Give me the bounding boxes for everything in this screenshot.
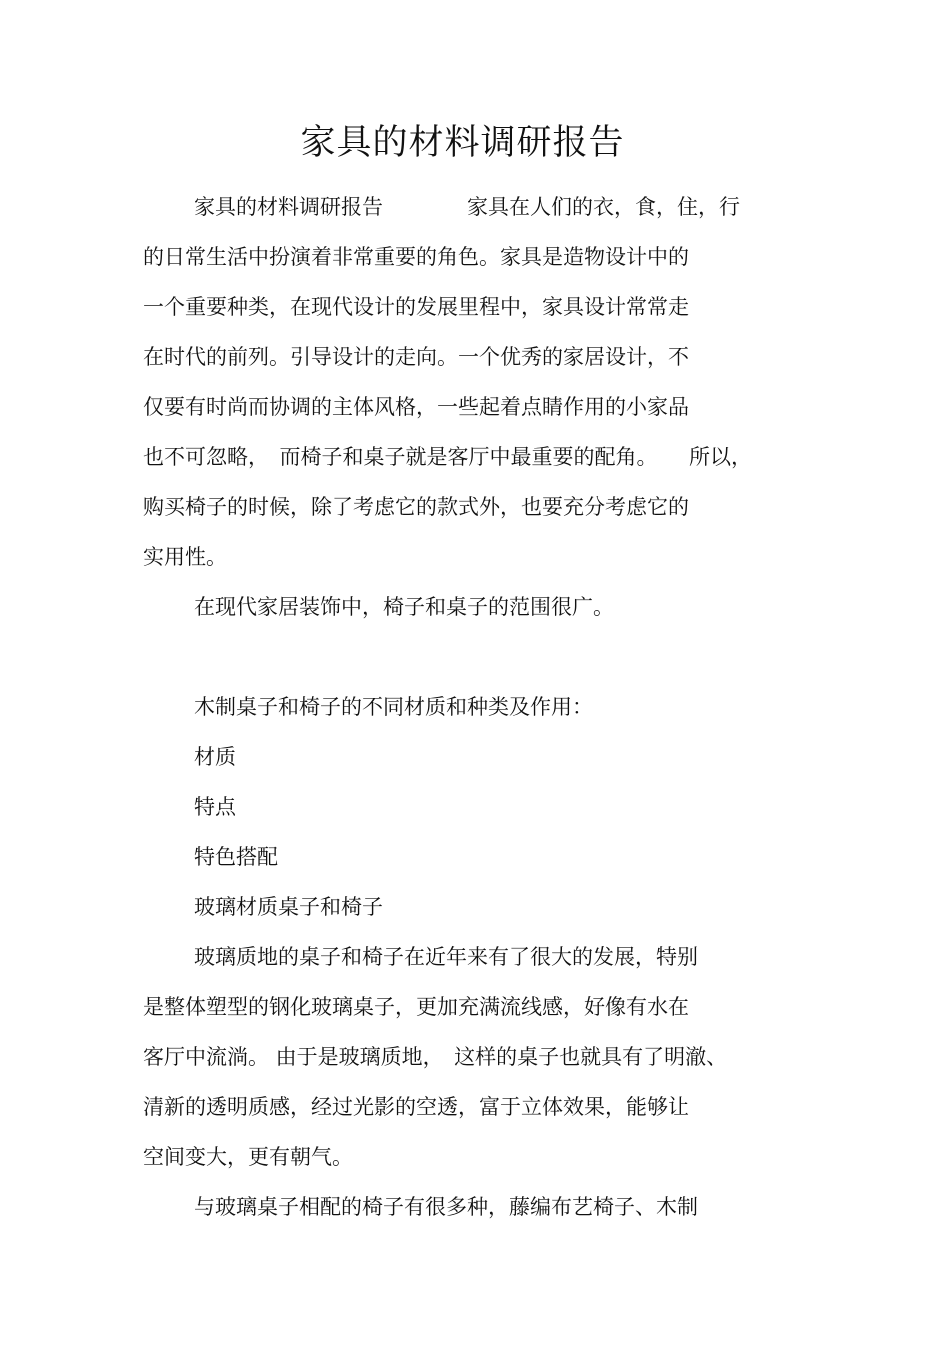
body-line-1: 家具的材料调研报告 家具在人们的衣，食，住，行 bbox=[194, 195, 740, 219]
body-line-18: 清新的透明质感，经过光影的空透，富于立体效果，能够让 bbox=[143, 1095, 689, 1119]
body-line-14: 玻璃材质桌子和椅子 bbox=[194, 895, 383, 919]
body-line-17: 客厅中流淌。 由于是玻璃质地， 这样的桌子也就具有了明澈、 bbox=[143, 1045, 728, 1069]
body-line-12: 特点 bbox=[194, 795, 236, 819]
body-line-13: 特色搭配 bbox=[194, 845, 278, 869]
body-line-6: 也不可忽略， 而椅子和桌子就是客厅中最重要的配角。 所以， bbox=[143, 445, 752, 469]
body-line-15: 玻璃质地的桌子和椅子在近年来有了很大的发展，特别 bbox=[194, 945, 698, 969]
body-line-5: 仅要有时尚而协调的主体风格，一些起着点睛作用的小家品 bbox=[143, 395, 689, 419]
body-line-19: 空间变大，更有朝气。 bbox=[143, 1145, 353, 1169]
body-line-10: 木制桌子和椅子的不同材质和种类及作用： bbox=[194, 695, 593, 719]
body-line-7: 购买椅子的时候，除了考虑它的款式外，也要充分考虑它的 bbox=[143, 495, 689, 519]
document-title: 家具的材料调研报告 bbox=[300, 123, 625, 163]
body-line-8: 实用性。 bbox=[143, 545, 227, 569]
body-line-20: 与玻璃桌子相配的椅子有很多种，藤编布艺椅子、木制 bbox=[194, 1195, 698, 1219]
body-line-16: 是整体塑型的钢化玻璃桌子，更加充满流线感，好像有水在 bbox=[143, 995, 689, 1019]
body-line-4: 在时代的前列。引导设计的走向。一个优秀的家居设计，不 bbox=[143, 345, 689, 369]
body-line-2: 的日常生活中扮演着非常重要的角色。家具是造物设计中的 bbox=[143, 245, 689, 269]
body-line-11: 材质 bbox=[194, 745, 236, 769]
body-line-9: 在现代家居装饰中，椅子和桌子的范围很广。 bbox=[194, 595, 614, 619]
body-line-3: 一个重要种类，在现代设计的发展里程中，家具设计常常走 bbox=[143, 295, 689, 319]
